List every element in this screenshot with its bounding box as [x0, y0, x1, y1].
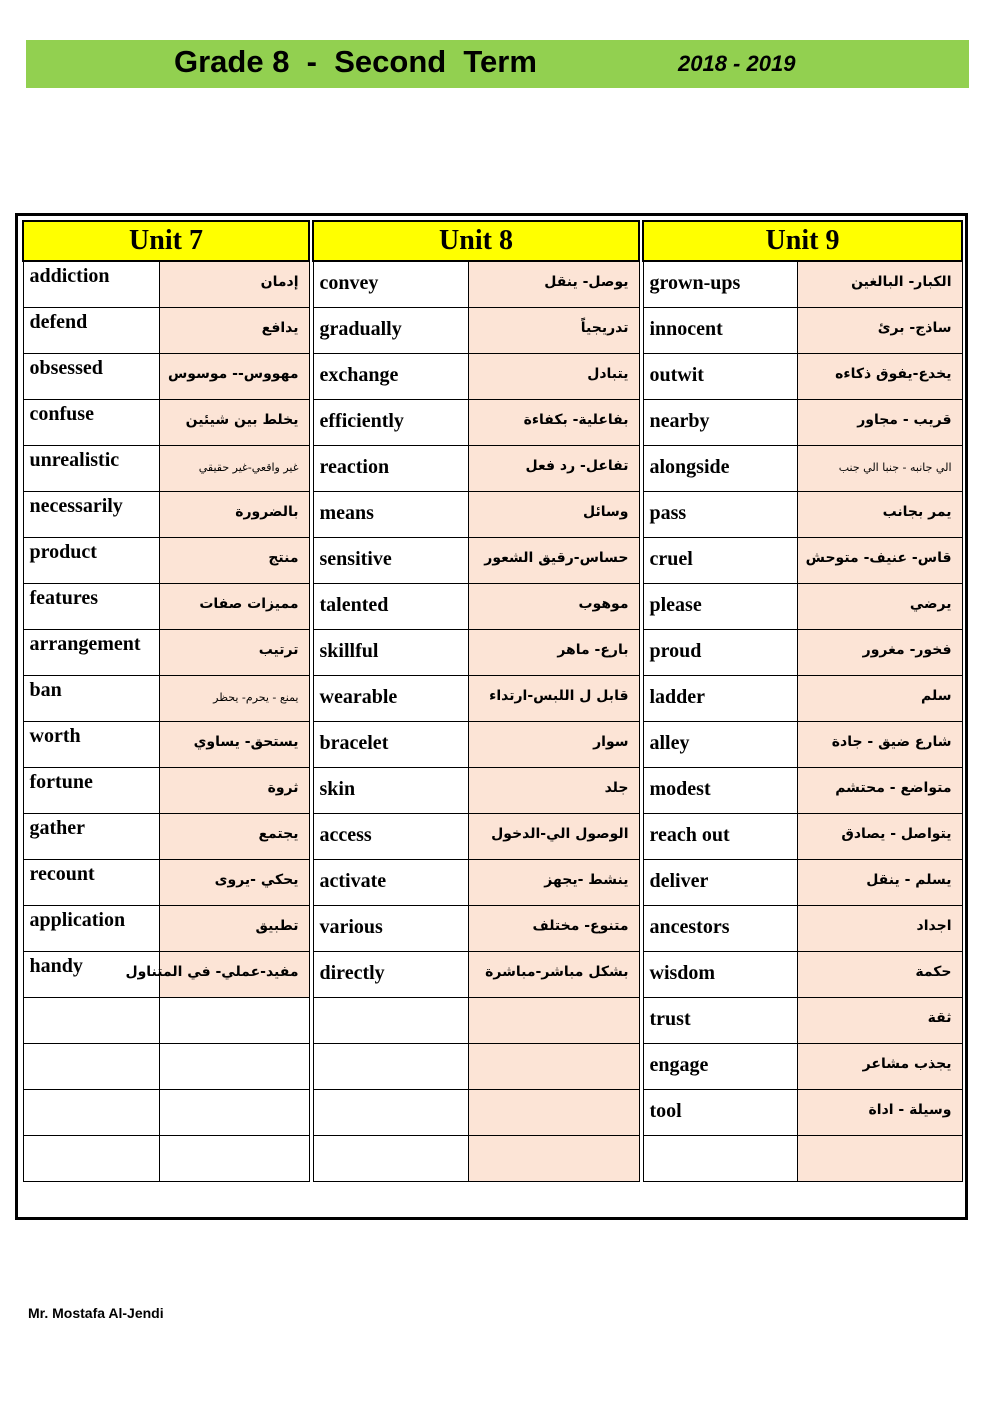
arabic-meaning: قاس- عنيف- متوحش — [797, 537, 962, 583]
arabic-meaning: ساذج- برئ — [797, 307, 962, 353]
arabic-meaning: اجداد — [797, 905, 962, 951]
english-word — [23, 997, 159, 1043]
vocab-row — [643, 997, 962, 1043]
vocab-row — [23, 1043, 309, 1089]
arabic-meaning: وسائل — [468, 491, 639, 537]
english-word: tool — [643, 1089, 797, 1135]
english-word: product — [23, 537, 159, 583]
english-word: skillful — [313, 629, 468, 675]
unit-title: Unit 9 — [643, 221, 962, 261]
english-word: various — [313, 905, 468, 951]
english-word: outwit — [643, 353, 797, 399]
vocab-row — [643, 537, 962, 583]
vocab-row — [643, 491, 962, 537]
vocab-row — [23, 1089, 309, 1135]
vocab-row — [643, 583, 962, 629]
vocab-row — [643, 1135, 962, 1181]
vocab-row — [643, 399, 962, 445]
english-word: ancestors — [643, 905, 797, 951]
english-word: handy — [23, 951, 159, 997]
english-word: unrealistic — [23, 445, 159, 491]
english-word: wearable — [313, 675, 468, 721]
arabic-meaning: يخلط بين شيئين — [159, 399, 309, 445]
english-word: reaction — [313, 445, 468, 491]
english-word: recount — [23, 859, 159, 905]
vocab-row — [313, 905, 639, 951]
english-word: addiction — [23, 261, 159, 307]
vocab-row — [313, 813, 639, 859]
english-word: efficiently — [313, 399, 468, 445]
arabic-meaning — [468, 997, 639, 1043]
arabic-meaning: سلم — [797, 675, 962, 721]
unit-title: Unit 8 — [313, 221, 639, 261]
english-word: trust — [643, 997, 797, 1043]
arabic-meaning: قابل ل اللبس-ارتداء — [468, 675, 639, 721]
arabic-meaning — [797, 1135, 962, 1181]
vocab-row — [23, 307, 309, 353]
arabic-meaning: مفيد-عملي- في المتناول — [159, 951, 309, 997]
vocab-row — [313, 859, 639, 905]
vocab-row — [313, 767, 639, 813]
english-word — [313, 1135, 468, 1181]
english-word: obsessed — [23, 353, 159, 399]
unit-header-row — [313, 221, 639, 261]
english-word: skin — [313, 767, 468, 813]
english-word: pass — [643, 491, 797, 537]
vocab-row — [643, 445, 962, 491]
english-word: deliver — [643, 859, 797, 905]
vocab-row — [643, 353, 962, 399]
vocab-row — [23, 675, 309, 721]
arabic-meaning: يمر بجانب — [797, 491, 962, 537]
unit-9-column — [642, 220, 963, 1182]
vocab-row — [23, 721, 309, 767]
vocab-row — [643, 675, 962, 721]
vocab-row — [23, 491, 309, 537]
vocab-row — [313, 997, 639, 1043]
arabic-meaning: قريب - مجاور — [797, 399, 962, 445]
english-word: worth — [23, 721, 159, 767]
english-word: ban — [23, 675, 159, 721]
arabic-meaning: يخدع-يفوق ذكاءه — [797, 353, 962, 399]
arabic-meaning: فخور- مغرور — [797, 629, 962, 675]
arabic-meaning: يرضي — [797, 583, 962, 629]
arabic-meaning: الوصول الي-الدخول — [468, 813, 639, 859]
arabic-meaning — [159, 1135, 309, 1181]
english-word: means — [313, 491, 468, 537]
page-title: Grade 8 - Second Term — [174, 44, 537, 79]
arabic-meaning: وسيلة - اداة — [797, 1089, 962, 1135]
arabic-meaning: ينشط -يجهز — [468, 859, 639, 905]
arabic-meaning: حكمة — [797, 951, 962, 997]
vocab-row — [313, 491, 639, 537]
arabic-meaning — [468, 1043, 639, 1089]
vocab-row — [643, 905, 962, 951]
english-word: alley — [643, 721, 797, 767]
header-banner — [26, 40, 969, 88]
vocab-row — [23, 583, 309, 629]
school-year: 2018 - 2019 — [678, 51, 796, 76]
arabic-meaning: مميزات صفات — [159, 583, 309, 629]
arabic-meaning — [468, 1135, 639, 1181]
english-word: cruel — [643, 537, 797, 583]
english-word: please — [643, 583, 797, 629]
arabic-meaning: يستحق- يساوي — [159, 721, 309, 767]
english-word: wisdom — [643, 951, 797, 997]
arabic-meaning: متواضع - محتشم — [797, 767, 962, 813]
english-word — [643, 1135, 797, 1181]
arabic-meaning: بفاعلية- بكفاءة — [468, 399, 639, 445]
arabic-meaning: بشكل مباشر-مباشرة — [468, 951, 639, 997]
english-word: arrangement — [23, 629, 159, 675]
arabic-meaning: تدريجياً — [468, 307, 639, 353]
vocab-row — [643, 1043, 962, 1089]
arabic-meaning: سوار — [468, 721, 639, 767]
vocab-row — [313, 951, 639, 997]
english-word: application — [23, 905, 159, 951]
arabic-meaning: يمنع - يحرم- يحظر — [159, 675, 309, 721]
english-word — [313, 997, 468, 1043]
english-word: nearby — [643, 399, 797, 445]
arabic-meaning: موهوب — [468, 583, 639, 629]
vocab-row — [313, 583, 639, 629]
arabic-meaning: جلد — [468, 767, 639, 813]
arabic-meaning: يجذب مشاعر — [797, 1043, 962, 1089]
english-word: directly — [313, 951, 468, 997]
english-word: grown-ups — [643, 261, 797, 307]
unit-header-row — [643, 221, 962, 261]
english-word: modest — [643, 767, 797, 813]
vocab-row — [643, 307, 962, 353]
english-word — [23, 1089, 159, 1135]
vocab-row — [313, 675, 639, 721]
unit-header-row — [23, 221, 309, 261]
vocab-row — [23, 813, 309, 859]
vocab-row — [23, 399, 309, 445]
arabic-meaning: ثقة — [797, 997, 962, 1043]
vocab-row — [23, 537, 309, 583]
arabic-meaning: يدافع — [159, 307, 309, 353]
vocab-row — [313, 353, 639, 399]
vocab-row — [643, 813, 962, 859]
vocab-row — [23, 951, 309, 997]
arabic-meaning — [159, 997, 309, 1043]
vocab-row — [23, 629, 309, 675]
arabic-meaning — [159, 1089, 309, 1135]
english-word: activate — [313, 859, 468, 905]
arabic-meaning: الي جانبه - جنبا الي جنب — [797, 445, 962, 491]
arabic-meaning: ثروة — [159, 767, 309, 813]
english-word: innocent — [643, 307, 797, 353]
english-word: access — [313, 813, 468, 859]
english-word: engage — [643, 1043, 797, 1089]
vocab-row — [643, 767, 962, 813]
arabic-meaning — [159, 1043, 309, 1089]
vocab-row — [643, 951, 962, 997]
english-word: reach out — [643, 813, 797, 859]
english-word: gradually — [313, 307, 468, 353]
english-word: alongside — [643, 445, 797, 491]
english-word — [313, 1089, 468, 1135]
arabic-meaning: ترتيب — [159, 629, 309, 675]
vocab-row — [643, 629, 962, 675]
english-word: bracelet — [313, 721, 468, 767]
english-word: ladder — [643, 675, 797, 721]
english-word — [23, 1043, 159, 1089]
vocab-row — [23, 261, 309, 307]
english-word: gather — [23, 813, 159, 859]
vocab-row — [23, 1135, 309, 1181]
unit-title: Unit 7 — [23, 221, 309, 261]
arabic-meaning: يتواصل - يصادق — [797, 813, 962, 859]
english-word: exchange — [313, 353, 468, 399]
vocab-row — [313, 307, 639, 353]
vocab-row — [313, 1043, 639, 1089]
arabic-meaning: متنوع- مختلف — [468, 905, 639, 951]
english-word: confuse — [23, 399, 159, 445]
vocab-row — [313, 537, 639, 583]
english-word: features — [23, 583, 159, 629]
unit-7-column — [22, 220, 310, 1182]
vocab-row — [313, 721, 639, 767]
vocab-row — [643, 261, 962, 307]
arabic-meaning: شارع ضيق - جادة — [797, 721, 962, 767]
author-credit: Mr. Mostafa Al-Jendi — [28, 1305, 164, 1321]
vocab-row — [643, 721, 962, 767]
vocab-row — [23, 905, 309, 951]
english-word — [313, 1043, 468, 1089]
arabic-meaning: يسلم - ينقل — [797, 859, 962, 905]
vocab-row — [313, 1089, 639, 1135]
english-word: fortune — [23, 767, 159, 813]
arabic-meaning: بالضرورة — [159, 491, 309, 537]
english-word: convey — [313, 261, 468, 307]
vocab-row — [313, 445, 639, 491]
vocab-row — [23, 445, 309, 491]
vocab-row — [23, 353, 309, 399]
arabic-meaning: مهووس-- موسوس — [159, 353, 309, 399]
vocab-row — [313, 261, 639, 307]
arabic-meaning: تفاعل- رد فعل — [468, 445, 639, 491]
vocab-row — [643, 859, 962, 905]
arabic-meaning: تطبيق — [159, 905, 309, 951]
english-word: defend — [23, 307, 159, 353]
vocab-row — [23, 859, 309, 905]
vocab-row — [313, 1135, 639, 1181]
english-word: necessarily — [23, 491, 159, 537]
arabic-meaning: يتبادل — [468, 353, 639, 399]
vocab-row — [23, 767, 309, 813]
english-word: talented — [313, 583, 468, 629]
arabic-meaning: بارع- ماهر — [468, 629, 639, 675]
arabic-meaning: حساس-رقيق الشعور — [468, 537, 639, 583]
vocab-row — [313, 629, 639, 675]
vocab-row — [23, 997, 309, 1043]
arabic-meaning: غير واقعي-غير حقيقي — [159, 445, 309, 491]
arabic-meaning — [468, 1089, 639, 1135]
arabic-meaning: إدمان — [159, 261, 309, 307]
english-word: proud — [643, 629, 797, 675]
english-word: sensitive — [313, 537, 468, 583]
arabic-meaning: يحكي -يروى — [159, 859, 309, 905]
vocab-row — [313, 399, 639, 445]
arabic-meaning: منتج — [159, 537, 309, 583]
unit-8-column — [312, 220, 640, 1182]
vocab-row — [643, 1089, 962, 1135]
english-word — [23, 1135, 159, 1181]
arabic-meaning: يوصل- ينقل — [468, 261, 639, 307]
arabic-meaning: الكبار- البالغين — [797, 261, 962, 307]
arabic-meaning: يجتمع — [159, 813, 309, 859]
